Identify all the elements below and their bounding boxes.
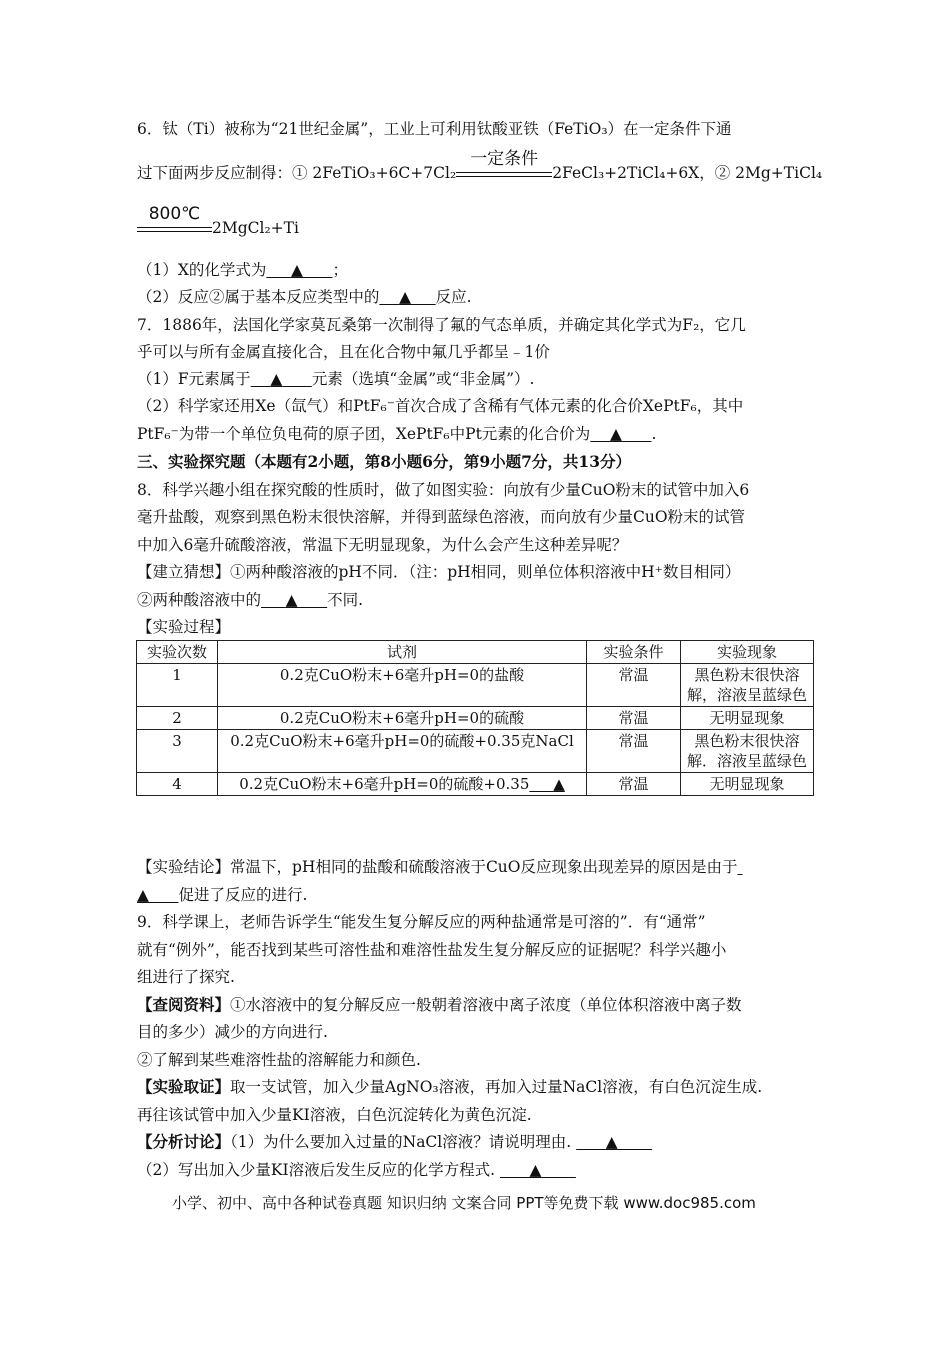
triangle-icon: ▲ <box>137 886 149 904</box>
q7-sub2-end: . <box>651 425 657 443</box>
q8-process-label: 【实验过程】 <box>137 618 231 636</box>
answer-blank-q9-2[interactable] <box>500 1160 576 1180</box>
q9-line2: 就有“例外”，能否找到某些可溶性盐和难溶性盐发生复分解反应的证据呢？科学兴趣小 <box>137 941 727 959</box>
cell-reagent: 0.2克CuO粉末+6毫升pH=0的盐酸 <box>218 664 587 707</box>
answer-blank-q7-2[interactable] <box>590 424 651 444</box>
table-row <box>137 730 814 773</box>
q6-sub1-end: ； <box>332 261 349 279</box>
q8-conclusion-end: 促进了反应的进行. <box>178 886 308 904</box>
q8-line3: 中加入6毫升硫酸溶液，常温下无明显现象，为什么会产生这种差异呢？ <box>137 536 628 554</box>
header-trial: 实验次数 <box>137 641 218 664</box>
triangle-icon: ▲ <box>610 425 622 443</box>
q7-sub1-text: （1）F元素属于 <box>137 370 251 388</box>
triangle-icon: ▲ <box>529 1161 542 1179</box>
q8-guess2 <box>137 590 363 610</box>
answer-blank-q8-3[interactable] <box>137 885 178 905</box>
triangle-icon: ▲ <box>399 288 412 306</box>
reaction-condition-2 <box>137 204 212 238</box>
cell-trial: 3 <box>137 730 218 773</box>
experiment-table <box>136 640 814 796</box>
blank-lead <box>738 857 743 877</box>
q7-sub2-line2 <box>137 424 656 444</box>
page-footer: 小学、初中、高中各种试卷真题 知识归纳 文案合同 PPT等免费下载 www.doc985.com <box>172 1194 756 1212</box>
q6-line3-post: 2MgCl₂+Ti <box>212 219 299 237</box>
q6-sub2-text: （2）反应②属于基本反应类型中的 <box>137 288 380 306</box>
table-row <box>137 707 814 730</box>
table-header-row <box>137 641 814 664</box>
q7-line2: 乎可以与所有金属直接化合，且在化合物中氟几乎都呈﹣1价 <box>137 343 550 361</box>
q8-conclusion-line1 <box>137 857 742 877</box>
q9-evid1 <box>137 1077 762 1097</box>
answer-blank-q8-2[interactable] <box>529 774 564 794</box>
header-reagent: 试剂 <box>218 641 587 664</box>
triangle-icon: ▲ <box>605 1133 618 1151</box>
answer-blank-q7-1[interactable] <box>251 369 312 389</box>
cell-reagent: 0.2克CuO粉末+6毫升pH=0的硫酸 <box>218 707 587 730</box>
answer-blank-q8-1[interactable] <box>261 590 327 610</box>
cell-phenomenon: 黑色粉末很快溶解．溶液呈蓝绿色 <box>681 730 814 773</box>
q6-sub1 <box>137 260 348 280</box>
q8-guess2-text: ②两种酸溶液中的 <box>137 591 262 609</box>
cell-trial: 1 <box>137 664 218 707</box>
equals-sign-1 <box>456 172 552 177</box>
cell-phenomenon: 无明显现象 <box>681 707 814 730</box>
q8-line1: 8．科学兴趣小组在探究酸的性质时，做了如图实验：向放有少量CuO粉末的试管中加入6 <box>137 481 750 499</box>
triangle-icon: ▲ <box>553 775 565 793</box>
q8-guess1: 【建立猜想】①两种酸溶液的pH不同．（注：pH相同，则单位体积溶液中H⁺数目相同） <box>137 563 741 581</box>
cell-reagent-text: 0.2克CuO粉末+6毫升pH=0的硫酸+0.35 <box>239 775 530 793</box>
q8-conclusion-line2 <box>137 885 307 905</box>
q6-sub2-end: 反应. <box>435 288 472 306</box>
q9-ref-label: 【查阅资料】 <box>137 995 231 1014</box>
header-phenomenon: 实验现象 <box>681 641 814 664</box>
triangle-icon: ▲ <box>285 591 298 609</box>
q9-line1: 9．科学课上，老师告诉学生“能发生复分解反应的两种盐通常是可溶的”．有“通常” <box>137 913 706 931</box>
header-condition: 实验条件 <box>587 641 681 664</box>
cell-trial: 2 <box>137 707 218 730</box>
q9-ref1b: 目的多少）减少的方向进行. <box>137 1023 328 1041</box>
table-row <box>137 664 814 707</box>
cell-phenomenon: 黑色粉末很快溶解，溶液呈蓝绿色 <box>681 664 814 707</box>
q8-guess2-end: 不同. <box>327 591 364 609</box>
triangle-icon: ▲ <box>270 370 283 388</box>
cell-phenomenon: 无明显现象 <box>681 773 814 796</box>
q6-line2 <box>137 149 823 183</box>
q9-disc2 <box>137 1160 576 1180</box>
q7-sub2-text: PtF₆⁻为带一个单位负电荷的原子团，XePtF₆中Pt元素的化合价为 <box>137 425 591 443</box>
q9-disc1-text: （1）为什么要加入过量的NaCl溶液？请说明理由. <box>230 1133 572 1151</box>
cell-condition: 常温 <box>587 664 681 707</box>
reaction-condition-1 <box>456 149 552 183</box>
cell-trial: 4 <box>137 773 218 796</box>
q8-conclusion-text: 【实验结论】常温下，pH相同的盐酸和硫酸溶液于CuO反应现象出现差异的原因是由于 <box>137 858 738 876</box>
answer-blank-q6-2[interactable] <box>379 287 435 307</box>
q6-line2-post: 2FeCl₃+2TiCl₄+6X，② 2Mg+TiCl₄ <box>552 164 823 182</box>
q9-evid1-text: 取一支试管，加入少量AgNO₃溶液，再加入过量NaCl溶液，有白色沉淀生成. <box>230 1078 763 1096</box>
cell-condition: 常温 <box>587 773 681 796</box>
q9-ref2: ②了解到某些难溶性盐的溶解能力和颜色. <box>137 1051 421 1069</box>
q9-evid2: 再往该试管中加入少量KI溶液，白色沉淀转化为黄色沉淀. <box>137 1106 532 1124</box>
q9-disc2-text: （2）写出加入少量KI溶液后发生反应的化学方程式. <box>137 1161 495 1179</box>
q9-evid-label: 【实验取证】 <box>137 1077 231 1096</box>
triangle-icon: ▲ <box>291 261 303 279</box>
q6-sub1-text: （1）X的化学式为 <box>137 261 267 279</box>
q7-sub1 <box>137 369 534 389</box>
q9-ref1-text: ①水溶液中的复分解反应一般朝着溶液中离子浓度（单位体积溶液中离子数 <box>230 996 742 1014</box>
q6-sub2 <box>137 287 472 307</box>
q7-sub1-end: 元素（选填“金属”或“非金属”）. <box>311 370 535 388</box>
q6-line2-pre: 过下面两步反应制得：① 2FeTiO₃+6C+7Cl₂ <box>137 164 457 182</box>
cell-reagent: 0.2克CuO粉末+6毫升pH=0的硫酸+0.35克NaCl <box>218 730 587 773</box>
q8-line2: 毫升盐酸，观察到黑色粉末很快溶解，并得到蓝绿色溶液，而向放有少量CuO粉末的试管 <box>137 508 746 526</box>
q7-line1: 7．1886年，法国化学家莫瓦桑第一次制得了氟的气态单质，并确定其化学式为F₂，它几 <box>137 316 746 334</box>
q6-line1: 6．钛（Ti）被称为“21世纪金属”，工业上可利用钛酸亚铁（FeTiO₃）在一定条件下通 <box>137 120 732 138</box>
table-row <box>137 773 814 796</box>
q9-disc-label: 【分析讨论】 <box>137 1132 231 1151</box>
section-3-heading: 三、实验探究题（本题有2小题，第8小题6分，第9小题7分，共13分） <box>137 452 631 471</box>
condition-label-2: 800℃ <box>148 204 201 224</box>
cell-reagent <box>218 773 587 796</box>
q9-ref1 <box>137 995 742 1015</box>
cell-condition: 常温 <box>587 730 681 773</box>
q9-disc1 <box>137 1132 652 1152</box>
q6-line3 <box>137 204 299 238</box>
equals-sign-2 <box>137 227 212 232</box>
answer-blank-q6-1[interactable] <box>266 260 332 280</box>
answer-blank-q9-1[interactable] <box>576 1132 652 1152</box>
q7-sub2-line1: （2）科学家还用Xe（氙气）和PtF₆⁻首次合成了含稀有气体元素的化合价XePtF₆，其中 <box>137 397 744 415</box>
q9-line3: 组进行了探究. <box>137 968 235 986</box>
cell-condition: 常温 <box>587 707 681 730</box>
condition-label-1: 一定条件 <box>470 149 539 169</box>
